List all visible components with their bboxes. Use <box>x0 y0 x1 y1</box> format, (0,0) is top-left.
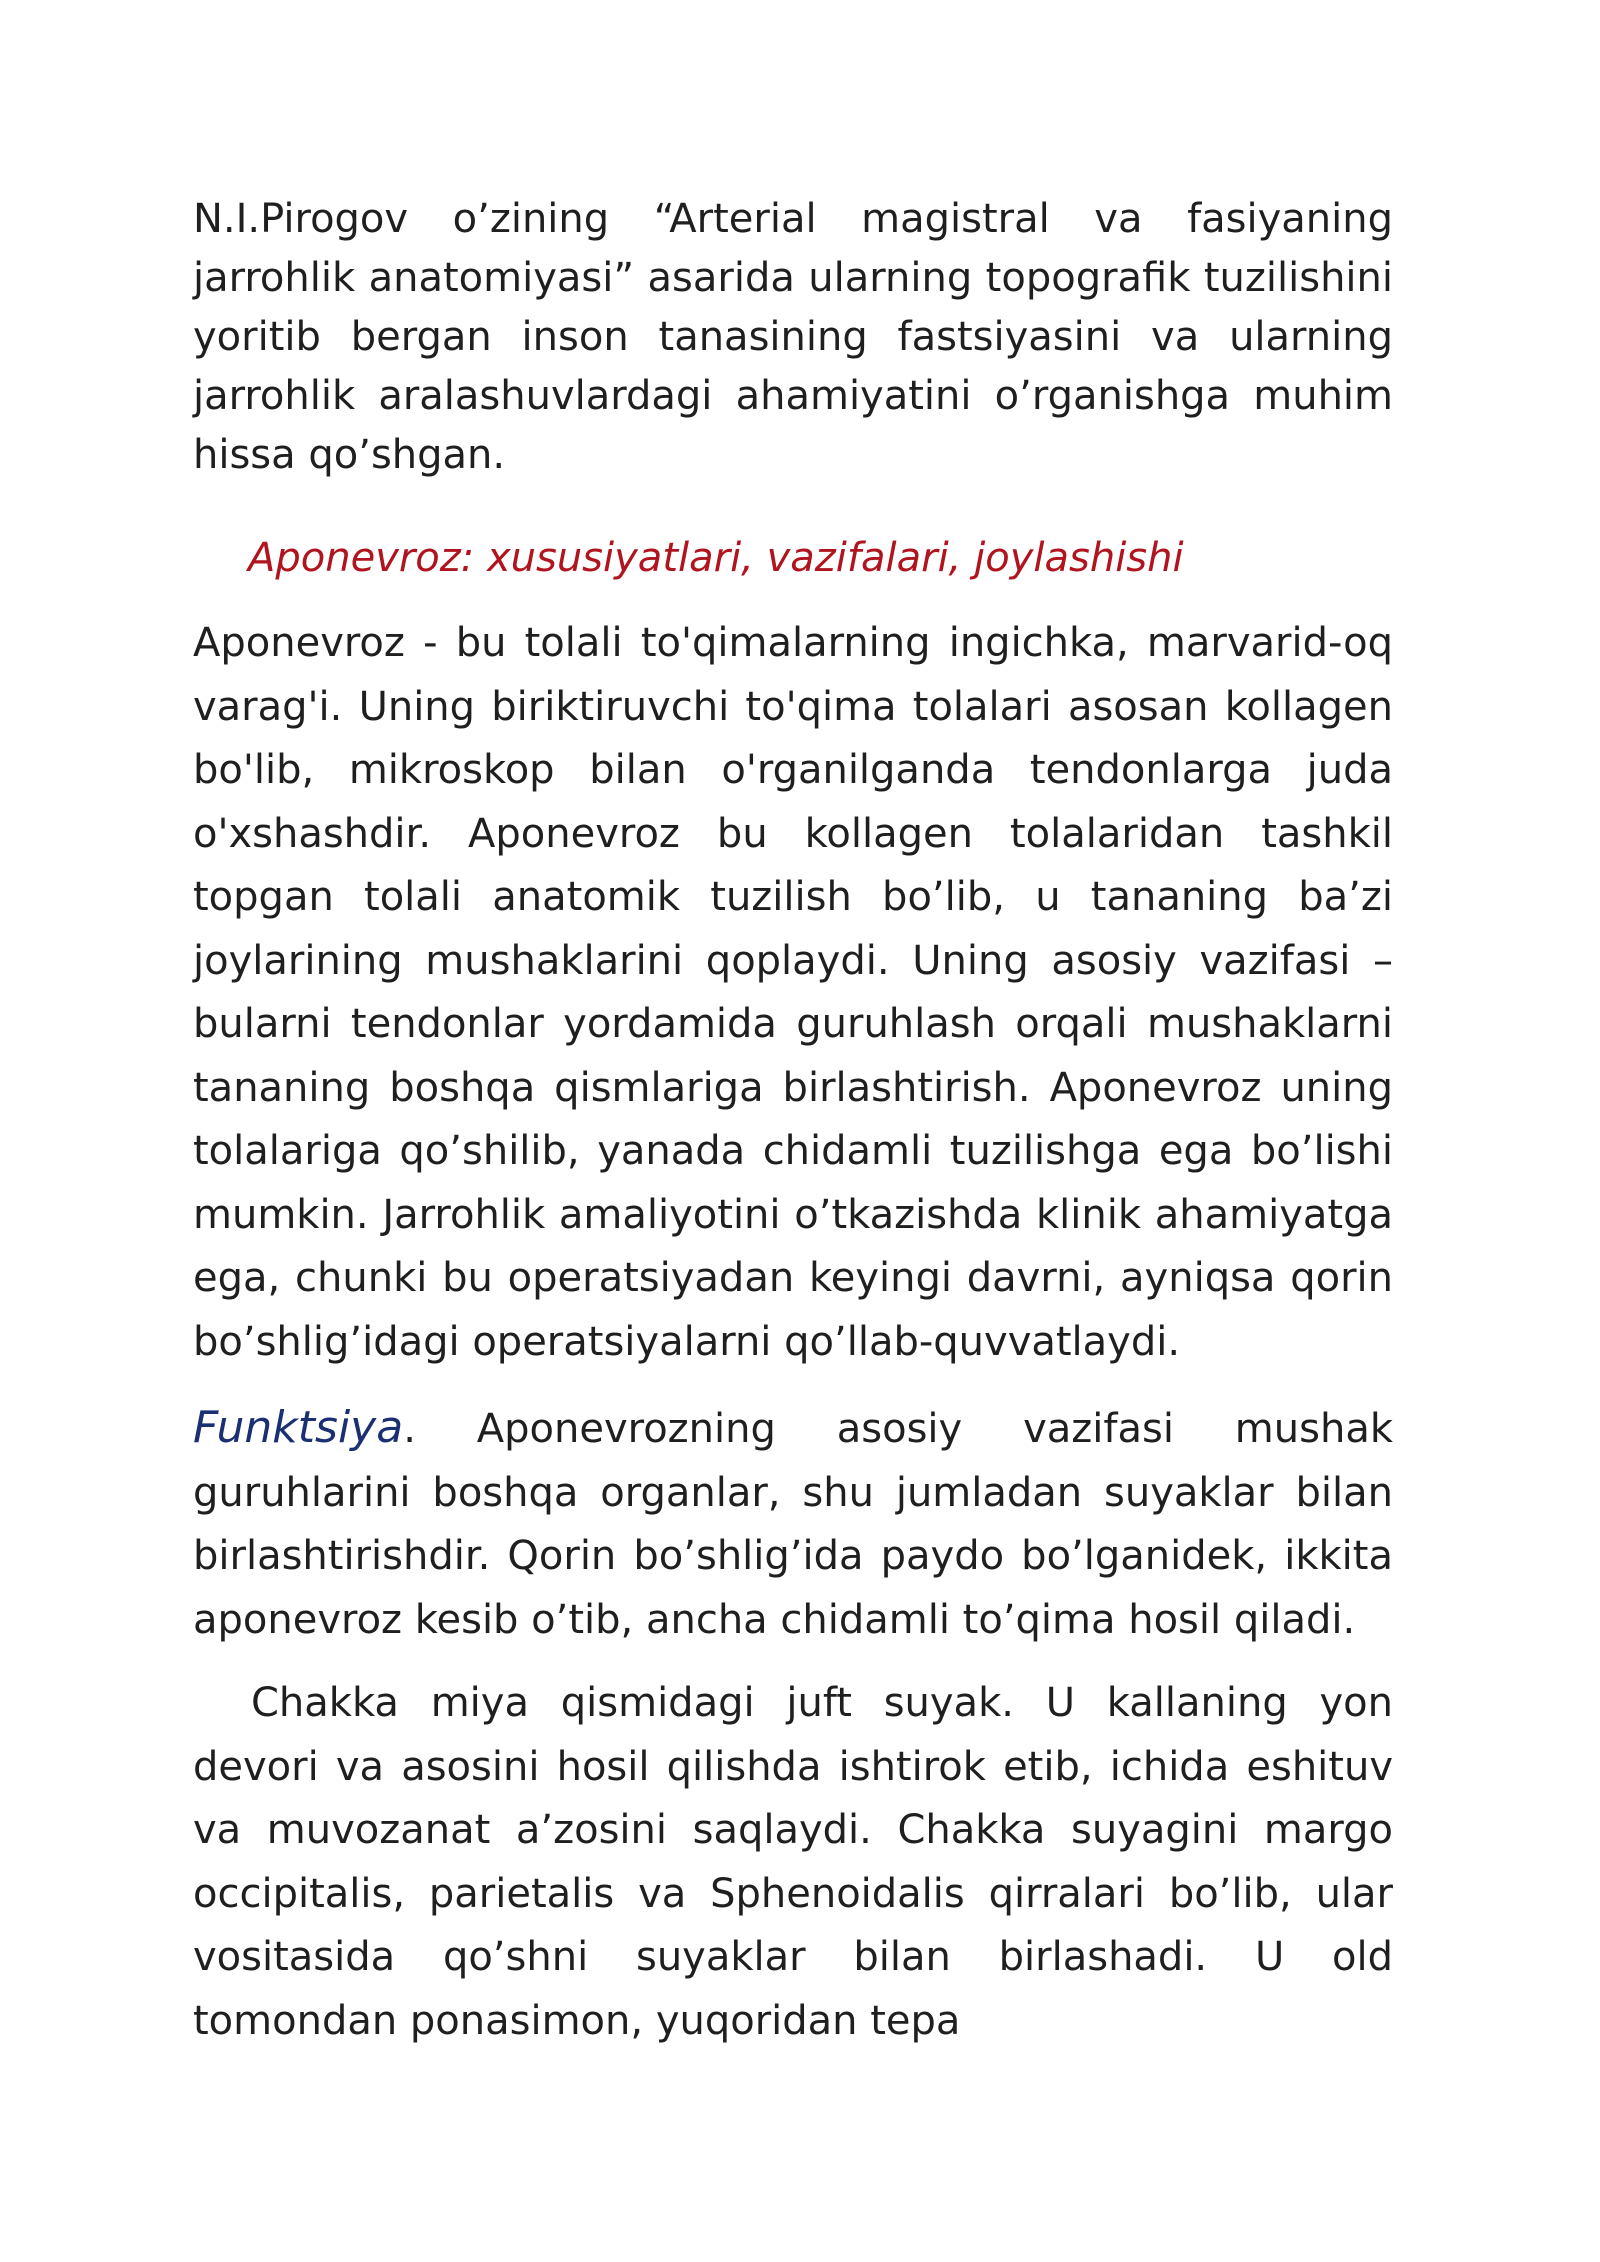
paragraph-funktsiya-text: . Aponevrozning asosiy vazifasi mushak guruhlarini boshqa organlar, shu jumladan suyaklar bilan birlashtirishdir. Qorin bo’shlig’ida paydo bo’lganidek, ikkita aponevroz kesib o’tib, ancha chidamli to’qima hosil qiladi. <box>193 1406 1393 1643</box>
section-heading: Aponevroz: xususiyatlari, vazifalari, joylashishi <box>248 535 1184 581</box>
term-funktsiya: Funktsiya <box>193 1402 404 1453</box>
paragraph-chakka: Chakka miya qismidagi juft suyak. U kallaning yon devori va asosini hosil qilishda ishtirok etib, ichida eshituv va muvozanat a’zosini saqlaydi. Chakka suyagini margo occipitalis, parietalis va Sphenoidalis qirralari bo’lib, ular vositasida qo’shni suyaklar bilan birlashadi. U old tomondan ponasimon, yuqoridan tepa <box>193 1680 1393 2044</box>
document-page <box>193 190 1393 2053</box>
paragraph-pirogov: N.I.Pirogov o’zining “Arterial magistral va fasiyaning jarrohlik anatomiyasi” asarida ularning topografik tuzilishini yoritib bergan inson tanasining fastsiyasini va ularning jarrohlik aralashuvlardagi ahamiyatini o’rganishga muhim hissa qo’shgan. <box>193 196 1393 478</box>
paragraph-funktsiya <box>193 1396 1393 1652</box>
paragraph-aponevroz: Aponevroz - bu tolali to'qimalarning ingichka, marvarid-oq varag'i. Uning biriktiruvchi to'qima tolalari asosan kollagen bo'lib, mikroskop bilan o'rganilganda tendonlarga juda o'xshashdir. Aponevroz bu kollagen tolalaridan tashkil topgan tolali anatomik tuzilish bo’lib, u tananing ba’zi joylarining mushaklarini qoplaydi. Uning asosiy vazifasi – bularni tendonlar yordamida guruhlash orqali mushaklarni tananing boshqa qismlariga birlashtirish. Aponevroz uning tolalariga qo’shilib, yanada chidamli tuzilishga ega bo’lishi mumkin. Jarrohlik amaliyotini o’tkazishda klinik ahamiyatga ega, chunki bu operatsiyadan keyingi davrni, ayniqsa qorin bo’shlig’idagi operatsiyalarni qo’llab-quvvatlaydi. <box>193 620 1393 1365</box>
